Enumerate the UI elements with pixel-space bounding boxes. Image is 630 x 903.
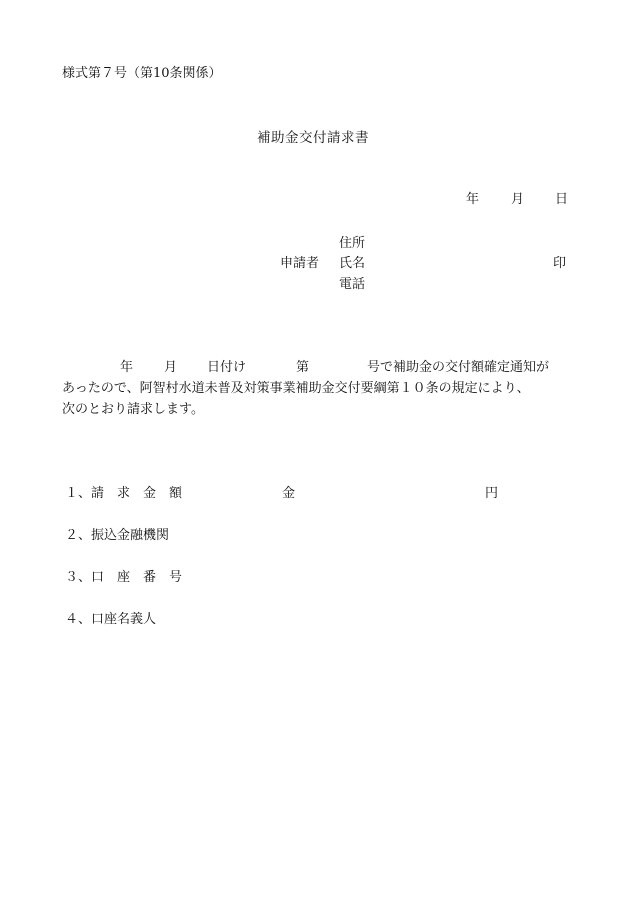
body-year-label: 年 (120, 360, 134, 375)
phone-label: 電話 (339, 277, 366, 292)
amount-suffix: 円 (485, 486, 499, 501)
amount-prefix: 金 (282, 486, 296, 501)
date-year-label: 年 (466, 192, 480, 207)
body-line2: あったので、阿智村水道未普及対策事業補助金交付要綱第１０条の規定により、 (62, 381, 530, 396)
address-label: 住所 (339, 236, 366, 251)
seal-mark: 印 (553, 256, 567, 271)
body-line1-rest: 号で補助金の交付額確定通知が (367, 360, 550, 375)
date-month-label: 月 (511, 192, 525, 207)
body-number-prefix: 第 (296, 360, 310, 375)
item-account-holder: ４、口座名義人 (65, 612, 157, 627)
body-dated-label: 日付け (207, 360, 247, 375)
body-month-label: 月 (164, 360, 178, 375)
applicant-label: 申請者 (280, 256, 320, 271)
body-line3: 次のとおり請求します。 (62, 402, 204, 417)
item-request-amount: １、請 求 金 額 (65, 486, 183, 501)
document-title: 補助金交付請求書 (257, 130, 369, 146)
name-label: 氏名 (339, 256, 366, 271)
form-number: 様式第７号（第10条関係） (62, 66, 222, 81)
item-bank: ２、振込金融機関 (65, 528, 170, 543)
item-account-number: ３、口 座 番 号 (65, 570, 183, 585)
date-day-label: 日 (555, 192, 569, 207)
